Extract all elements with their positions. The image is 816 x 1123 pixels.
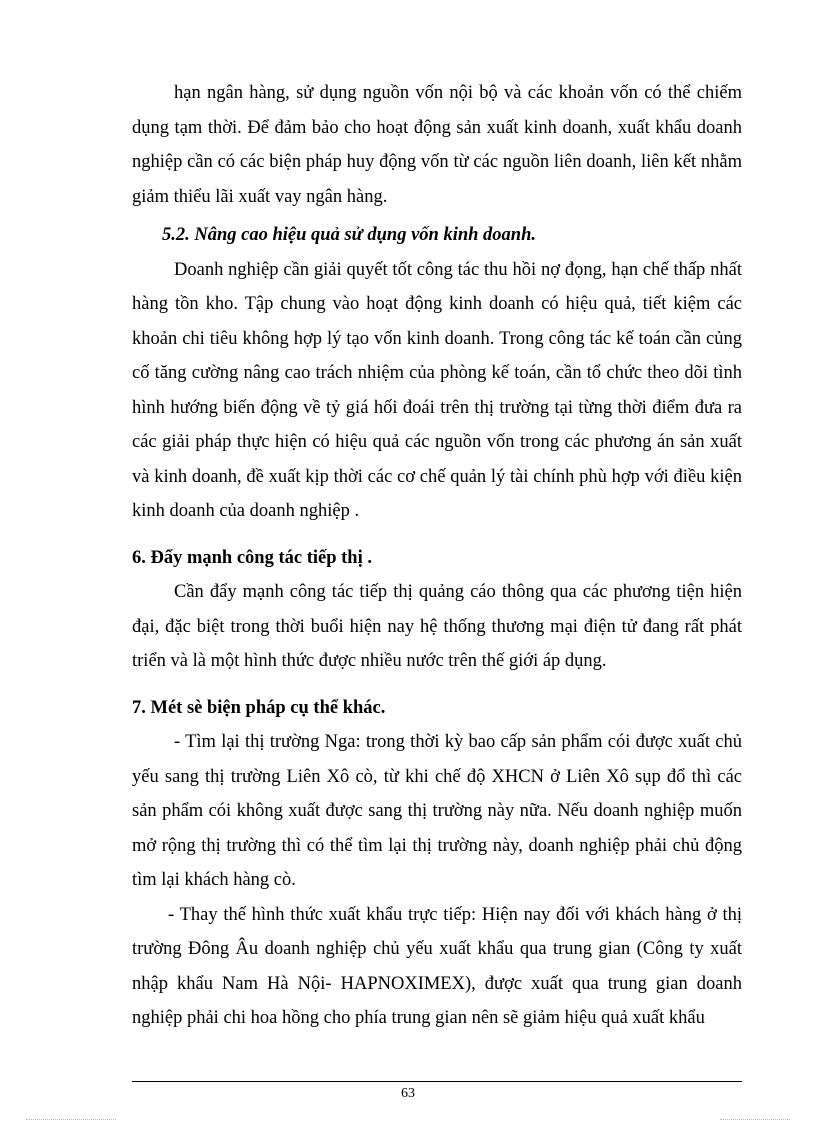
paragraph-1: hạn ngân hàng, sử dụng nguồn vốn nội bộ và các khoản vốn có thể chiếm dụng tạm thời. Để đảm bảo cho hoạt động sản xuất kinh doanh, xuất khẩu doanh nghiệp cần có các biện pháp huy động vốn từ các nguồn liên doanh, liên kết nhằm giảm thiểu lãi xuất vay ngân hàng. [132,83,742,207]
paragraph-2: Doanh nghiệp cần giải quyết tốt công tác thu hồi nợ đọng, hạn chế thấp nhất hàng tồn kho. Tập chung vào hoạt động kinh doanh có hiệu quả, tiết kiệm các khoản chi tiêu không hợp lý tạo vốn kinh doanh. Trong công tác kế toán cần củng cố tăng cường nâng cao trách nhiệm của phòng kế toán, cần tổ chức theo dõi tình hình hướng biến động về tỷ giá hối đoái trên thị trường tại từng thời điểm đưa ra các giải pháp thực hiện có hiệu quả các nguồn vốn trong các phương án sản xuất và kinh doanh, đề xuất kịp thời các cơ chế quản lý tài chính phù hợp với điều kiện kinh doanh của doanh nghiệp . [132,259,742,521]
section-heading-7: 7. Mét sè biện pháp cụ thể khác. [132,697,386,718]
page-number: 63 [401,1086,415,1101]
section-heading-6: 6. Đẩy mạnh công tác tiếp thị . [132,547,372,568]
paragraph-5: - Thay thế hình thức xuất khẩu trực tiếp: Hiện nay đối với khách hàng ở thị trường Đông Âu doanh nghiệp chủ yếu xuất khẩu qua trung gian (Công ty xuất nhập khẩu Nam Hà Nội- HAPNOXIMEX), được xuất qua trung gian doanh nghiệp phải chi hoa hồng cho phía trung gian nên sẽ giảm hiệu quả xuất khẩu [132,904,742,1028]
paragraph-3: Cần đẩy mạnh công tác tiếp thị quảng cáo thông qua các phương tiện hiện đại, đặc biệt trong thời buổi hiện nay hệ thống thương mại điện tử đang rất phát triển và là một hình thức được nhiều nước trên thế giới áp dụng. [132,582,742,671]
page-body [132,76,742,1036]
section-heading-5-2: 5.2. Nâng cao hiệu quả sử dụng vốn kinh doanh. [162,225,536,245]
footer-dotted-line-right [720,1119,790,1120]
footer-dotted-line-left [26,1119,116,1120]
footer-rule [132,1081,742,1082]
paragraph-4: - Tìm lại thị trường Nga: trong thời kỳ bao cấp sản phẩm cói được xuất chủ yếu sang thị trường Liên Xô cò, từ khi chế độ XHCN ở Liên Xô sụp đổ thì các sản phẩm cói không xuất được sang thị trường này nữa. Nếu doanh nghiệp muốn mở rộng thị trường thì có thể tìm lại thị trường này, doanh nghiệp phải chủ động tìm lại khách hàng cò. [132,732,742,890]
